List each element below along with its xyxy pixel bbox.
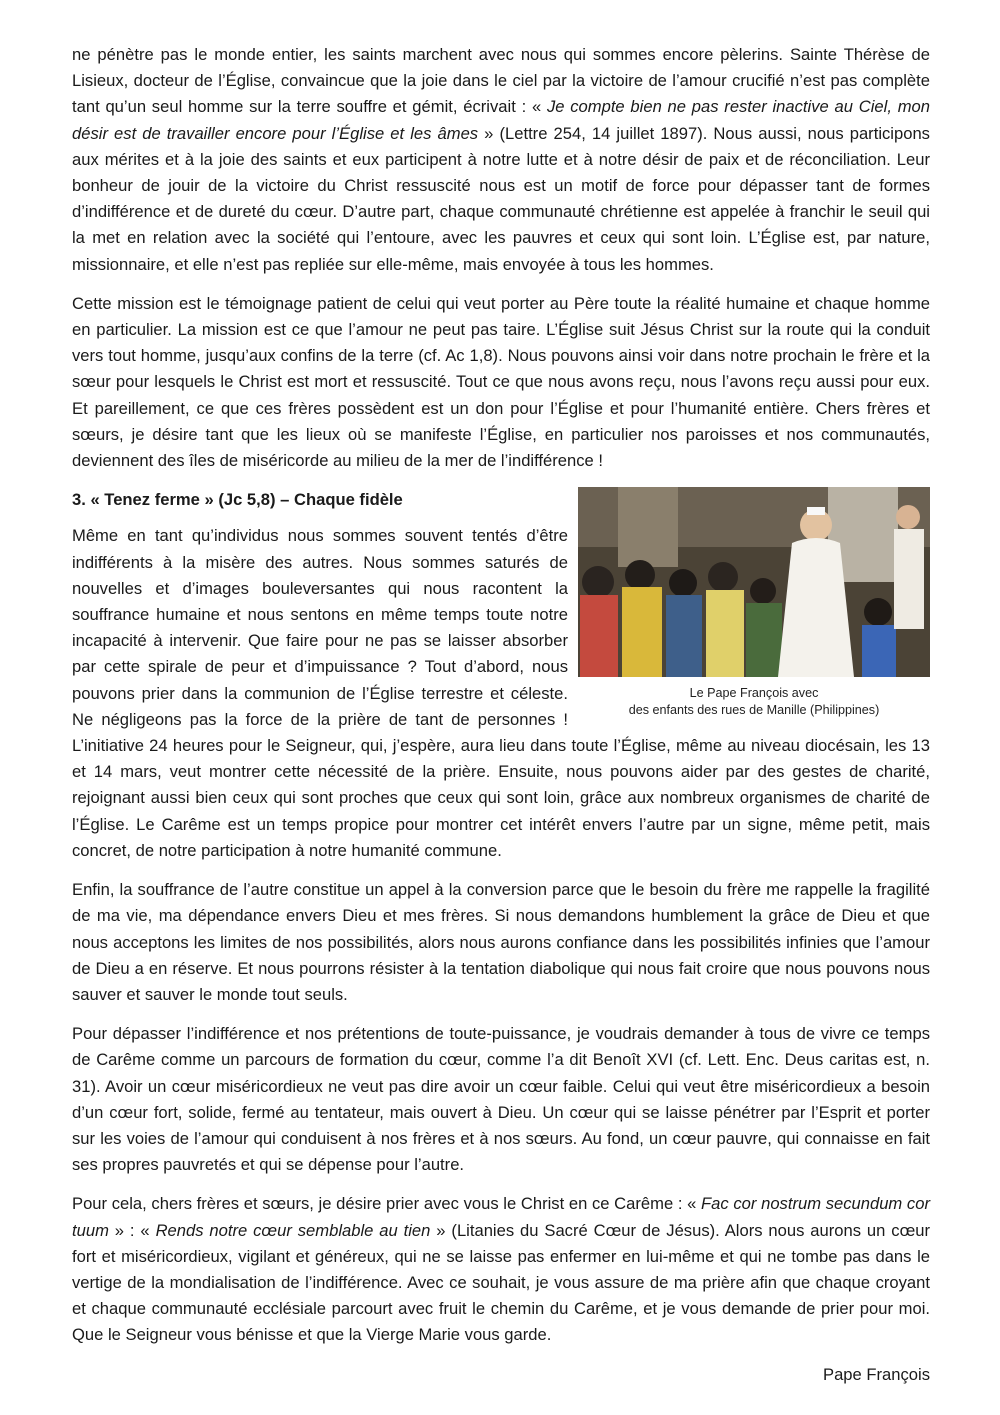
pope-with-children-photo: [578, 487, 930, 677]
paragraph-4: Enfin, la souffrance de l’autre constitue un appel à la conversion parce que le besoin du frère me rappelle la fragilité de ma vie, ma dépendance envers Dieu et mes frères. Si nous demandons humblement la grâce de Dieu et que nous acceptons les limites de nos possibilités, alors nous aurons confiance dans les possibilités infinies que l’amour de Dieu a en réserve. Et nous pourrons résister à la tentation diabolique qui nous fait croire que nous pouvons nous sauver et sauver le monde tout seuls.: [72, 880, 930, 1004]
caption-line-2: des enfants des rues de Manille (Philippines): [628, 703, 880, 718]
photo-caption: [578, 685, 930, 719]
paragraph-5: Pour dépasser l’indifférence et nos prétentions de toute-puissance, je voudrais demander à tous de vivre ce temps de Carême comme un parcours de formation du cœur, comme l’a dit Benoît XVI (cf. Lett. Enc. Deus caritas est, n. 31). Avoir un cœur miséricordieux ne veut pas dire avoir un cœur faible. Celui qui veut être miséricordieux a besoin d’un cœur fort, solide, fermé au tentateur, mais ouvert à Dieu. Un cœur qui se laisse pénétrer par l’Esprit et porter sur les voies de l’amour qui conduisent à nos frères et à nos sœurs. Au fond, un cœur pauvre, qui connaisse en fait ses propres pauvretés et qui se dépense pour l’autre.: [72, 1024, 930, 1175]
therese-quote: Je compte bien ne pas rester inactive au Ciel, mon désir est de travailler encore pour l’Église et les âmes: [72, 97, 930, 143]
caption-line-1: Le Pape François avec: [689, 686, 819, 701]
section-heading: 3. « Tenez ferme » (Jc 5,8) – Chaque fidèle: [72, 490, 403, 510]
photo-figure: [578, 487, 930, 719]
paragraph-2: Cette mission est le témoignage patient de celui qui veut porter au Père toute la réalité humaine et chaque homme en particulier. La mission est ce que l’amour ne peut pas taire. L’Église suit Jésus Christ sur la route qui la conduit vers tout homme, jusqu’aux confins de la terre (cf. Ac 1,8). Nous pouvons ainsi voir dans notre prochain le frère et la sœur pour lesquels le Christ est mort et ressuscité. Tout ce que nous avons reçu, nous l’avons reçu aussi pour eux. Et pareillement, ce que ces frères possèdent est un don pour l’Église et pour l’humanité entière. Chers frères et sœurs, je désire tant que les lieux où se manifeste l’Église, en particulier nos paroisses et nos communautés, deviennent des îles de miséricorde au milieu de la mer de l’indifférence !: [72, 293, 930, 471]
document-page: [72, 42, 930, 1388]
paragraph-1: ne pénètre pas le monde entier, les saints marchent avec nous qui sommes encore pèlerins. Sainte Thérèse de Lisieux, docteur de l’Église, convaincue que la joie dans le ciel par la victoire de l’amour crucifié n’est pas complète tant qu’un seul homme sur la terre souffre et gémit, écrivait : « Je compte bien ne pas rester inactive au Ciel, mon désir est de travailler encore pour l’Église et les âmes » (Lettre 254, 14 juillet 1897). Nous aussi, nous participons aux mérites et à la joie des saints et eux participent à notre lutte et à notre désir de paix et de réconciliation. Leur bonheur de jouir de la victoire du Christ ressuscité nous est un motif de force pour dépasser tant de formes d’indifférence et de dureté du cœur. D’autre part, chaque communauté chrétienne est appelée à franchir le seuil qui la met en relation avec la société qui l’entoure, avec les pauvres et ceux qui sont loin. L’Église est, par nature, missionnaire, et elle n’est pas repliée sur elle-même, mais envoyée à tous les hommes.: [72, 45, 930, 274]
paragraph-3: Même en tant qu’individus nous sommes souvent tentés d’être indifférents à la misère des autres. Nous sommes saturés de nouvelles et d’images bouleversantes qui nous racontent la souffrance humaine et nous sentons en même temps toute notre incapacité à intervenir. Que faire pour ne pas se laisser absorber par cette spirale de peur et d’impuissance ? Tout d’abord, nous pouvons prier dans la communion de l’Église terrestre et céleste. Ne négligeons pas la force de la prière de tant de personnes ! L’initiative 24 heures pour le Seigneur, qui, j’espère, aura lieu dans toute l’Église, même au niveau diocésain, les 13 et 14 mars, veut montrer cette nécessité de la prière. Ensuite, nous pouvons aider par des gestes de charité, rejoignant aussi bien ceux qui sont proches que ceux qui sont loin, grâce aux nombreux organismes de charité de l’Église. Le Carême est un temps propice pour montrer cet intérêt envers l’autre par un signe, même petit, mais concret, de notre participation à notre humanité commune.: [72, 526, 930, 860]
photo-illustration: [578, 487, 930, 677]
latin-quote: Fac cor nostrum secundum cor tuum: [72, 1194, 930, 1240]
signature: Pape François: [823, 1364, 930, 1384]
paragraph-6: Pour cela, chers frères et sœurs, je désire prier avec vous le Christ en ce Carême : « Fac cor nostrum secundum cor tuum » : « Rends notre cœur semblable au tien » (Litanies du Sacré Cœur de Jésus). Alors nous aurons un cœur fort et miséricordieux, vigilant et généreux, qui ne se laisse pas enfermer en lui-même et qui ne tombe pas dans le vertige de la mondialisation de l’indifférence. Avec ce souhait, je vous assure de ma prière afin que chaque croyant et chaque communauté ecclésiale parcourt avec fruit le chemin du Carême, et je vous demande de prier pour moi. Que le Seigneur vous bénisse et que la Vierge Marie vous garde.: [72, 1194, 930, 1345]
french-quote: Rends notre cœur semblable au tien: [155, 1220, 431, 1240]
